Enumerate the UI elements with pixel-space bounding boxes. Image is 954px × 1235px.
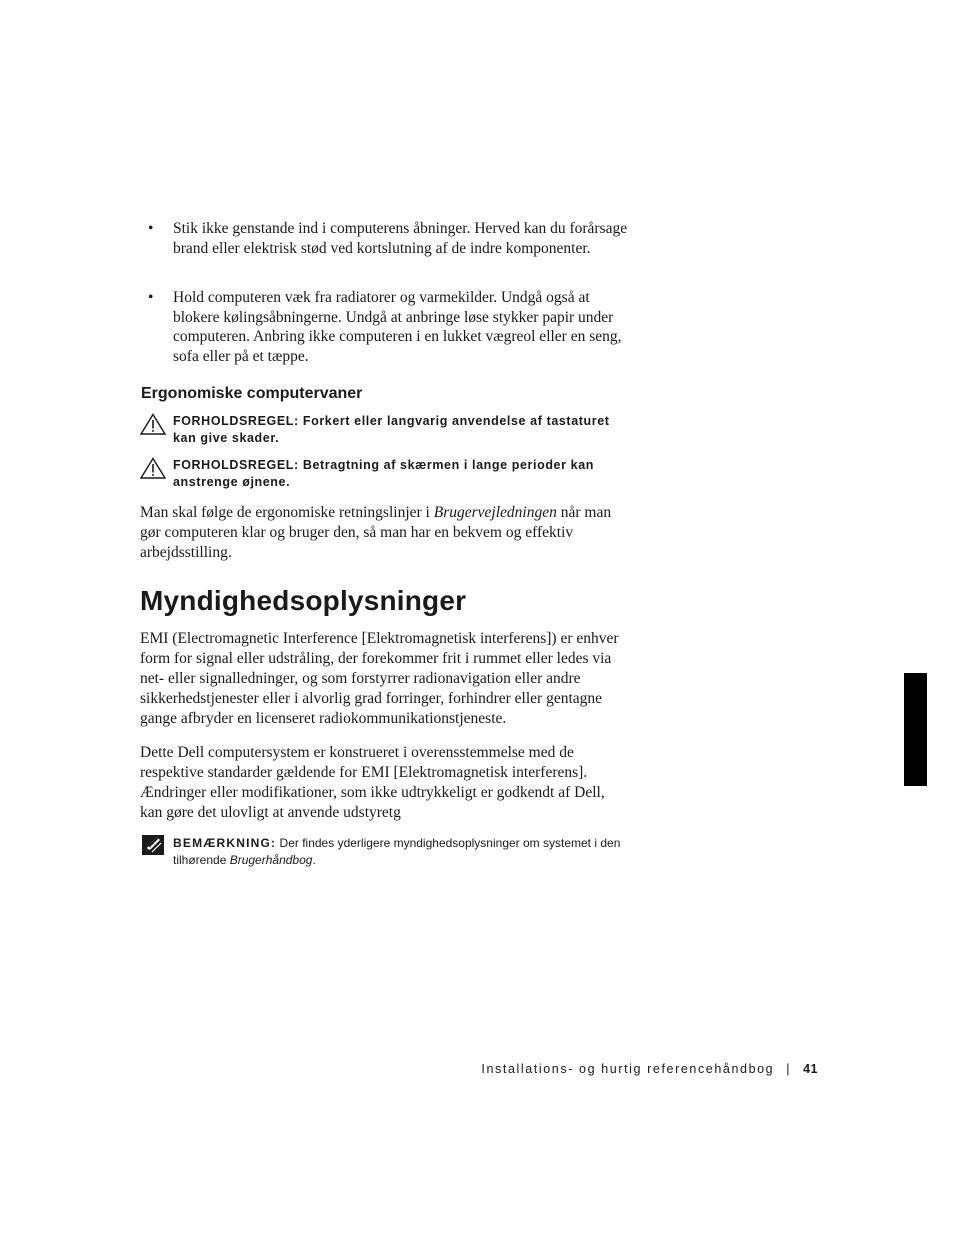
caution-label: FORHOLDSREGEL: (173, 414, 299, 428)
note-label: BEMÆRKNING: (173, 836, 277, 850)
page-number: 41 (803, 1062, 818, 1076)
note-pencil-icon (142, 835, 164, 855)
ergonomic-paragraph (140, 503, 630, 563)
caution-text (173, 413, 628, 447)
note-body: Der findes yderligere myndighedsoplysninger om systemet i den tilhørende (173, 836, 621, 867)
caution-text (173, 457, 628, 491)
footer-separator: | (786, 1062, 792, 1076)
ergonomic-reference: Brugervejledningen (433, 504, 557, 521)
bullet-text: Hold computeren væk fra radiatorer og varmekilder. Undgå også at blokere kølingsåbningerne. Undgå at anbringe løse stykker papir under computeren. Anbring ikke computeren i en lukket vægreol eller en seng, sofa eller på et tæppe. (173, 289, 622, 365)
section-heading: Myndighedsoplysninger (140, 585, 467, 616)
bullet-text: Stik ikke genstande ind i computerens åbninger. Herved kan du forårsage brand eller elektrisk stød ved kortslutning af de indre komponenter. (173, 220, 628, 257)
subheading: Ergonomiske computervaner (141, 385, 363, 402)
warning-triangle-icon (140, 457, 166, 479)
footer-title: Installations- og hurtig referencehåndbog (481, 1062, 775, 1076)
warning-triangle-icon (140, 413, 166, 435)
caution-body: Betragtning af skærmen i lange perioder kan anstrenge øjnene. (173, 458, 594, 489)
bullet-symbol: • (148, 220, 154, 237)
caution-body: Forkert eller langvarig anvendelse af tastaturet kan give skader. (173, 414, 610, 445)
dell-paragraph: Dette Dell computersystem er konstrueret i overensstemmelse med de respektive standarder gældende for EMI [Elektromagnetisk interferens]. Ændringer eller modifikationer, som ikke udtrykkeligt er godkendt af Dell, kan gøre det ulovligt at anvende udstyretg (140, 744, 605, 821)
ergonomic-text-end: når man gør computeren klar og bruger den, så man har en bekvem og effektiv arbejdsstilling. (140, 504, 612, 561)
note-text (173, 835, 633, 869)
caution-label: FORHOLDSREGEL: (173, 458, 299, 472)
emi-paragraph: EMI (Electromagnetic Interference [Elektromagnetisk interferens]) er enhver form for signal eller udstråling, der forekommer frit i rummet eller ledes via net- eller signalledninger, og som forstyrrer radionavigation eller andre sikkerhedstjenester eller i alvorlig grad forringer, forhindrer eller gentagne gange afbryder en licenseret radiokommunikationstjeneste. (140, 630, 619, 727)
page-footer (481, 1062, 818, 1076)
ergonomic-text-start: Man skal følge de ergonomiske retningslinjer i (140, 504, 434, 521)
section-thumb-tab (904, 673, 927, 786)
note-reference: Brugerhåndbog (229, 853, 313, 867)
bullet-symbol: • (148, 289, 154, 306)
note-end: . (312, 853, 316, 867)
